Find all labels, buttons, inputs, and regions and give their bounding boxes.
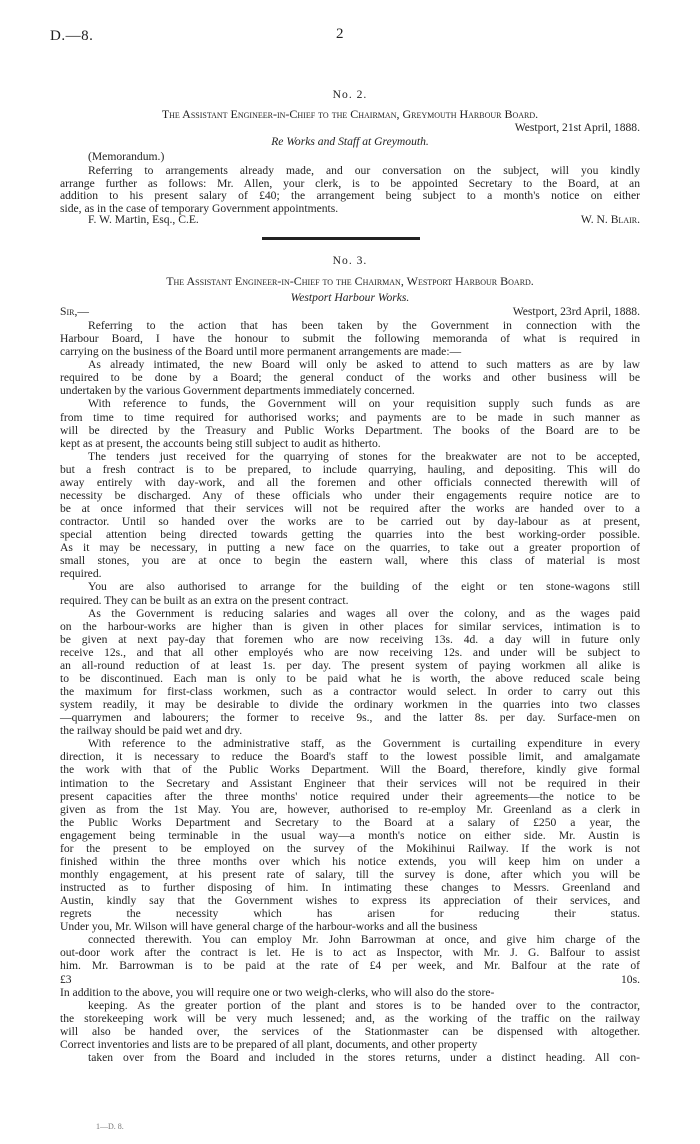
- body-line: The tenders just received for the quarrying of stones for the breakwater are not to be accepted,: [88, 449, 640, 463]
- doc3-subject: Westport Harbour Works.: [290, 291, 410, 304]
- body-line: Under you, Mr. Wilson will have general charge of the harbour-works and all the business: [60, 920, 478, 934]
- doc2-from-to: The Assistant Engineer-in-Chief to the Chairman, Greymouth Harbour Board.: [161, 107, 539, 121]
- body-line: special attention being directed towards getting the quarries into the best working-order possible.: [60, 528, 640, 542]
- body-line: necessity be discharged. Any of these officials who under their engagements require notice are to: [60, 488, 640, 502]
- body-line: addition to his present salary of £40; the arrangement being subject to a month's notice on either: [60, 189, 640, 203]
- doc3-number: No. 3.: [332, 254, 368, 267]
- body-line: the maximum for first-class workmen, such as a contractor would select. In order to carry out this: [60, 685, 640, 698]
- body-line: him. Mr. Barrowman is to be paid at the rate of £4 per week, and Mr. Balfour at the rate of: [60, 959, 640, 973]
- body-line: will be directed by the Treasury and Public Works Department. The books of the Board are to be: [60, 423, 640, 437]
- body-line: Referring to arrangements already made, and our conversation on the subject, will you kindly: [88, 164, 640, 177]
- body-line: kept as at present, the accounts being still subject to audit as hitherto.: [60, 436, 381, 450]
- body-line: the storekeeping work will be very much lessened; and, as the working of the traffic on the railway: [60, 1011, 640, 1025]
- body-line: away entirely with day-work, and all the foremen and other officials connected therewith will of: [60, 475, 640, 489]
- body-line: present capacities after the three months' notice required under their agreements—the notice to be: [60, 789, 640, 803]
- body-line: from time to time required for authorised works; and payments are to be made in such manner as: [60, 410, 640, 424]
- body-line: Austin, kindly say that the Government wishes to express its appreciation of their services, and: [60, 894, 640, 908]
- body-line: engagement being terminable in the usual way—a month's notice on either side. Mr. Austin is: [60, 828, 640, 842]
- body-line: an all-round reduction of at least 1s. per day. The present system of paying workmen all alike is: [60, 658, 640, 672]
- body-line: connected therewith. You can employ Mr. John Barrowman at once, and give him charge of the: [88, 933, 640, 947]
- doc2-memo-label: (Memorandum.): [88, 150, 165, 163]
- body-line: —quarrymen and labourers; the former to receive 9s., and the latter 8s. per day. Surface-men on: [60, 711, 640, 725]
- body-line: the Public Works Department and Secretary to the Board at a salary of £250 a year, the: [60, 815, 640, 829]
- section-divider: [262, 237, 420, 240]
- body-line: on the harbour-works are higher than is given in other places for similar services, intimation is to: [60, 619, 640, 633]
- document-code: D.—8.: [50, 28, 94, 44]
- body-line: £3 10s.: [60, 972, 640, 986]
- body-line: side, as in the case of temporary Government appointments.: [60, 202, 339, 216]
- body-line: carrying on the business of the Board until more permanent arrangements are made:—: [60, 345, 462, 359]
- body-line: for the present to be employed on the survey of the Mokihinui Railway. If the work is not: [60, 841, 640, 855]
- doc2-addressee: F. W. Martin, Esq., C.E.: [88, 213, 199, 226]
- body-line: As already intimated, the new Board will only be asked to attend to such matters as are by law: [88, 358, 640, 372]
- body-line: taken over from the Board and included in the stores returns, under a distinct heading. All con-: [88, 1050, 640, 1064]
- body-line: arrange further as follows: Mr. Allen, your clerk, is to be appointed Secretary to the Board, at an: [60, 176, 640, 190]
- body-line: be at once informed that their services will not be required after the works are handed over to a: [60, 502, 640, 515]
- body-line: small stones, you are at once to begin the eastern wall, where this class of material is most: [60, 554, 640, 568]
- doc3-place-date: Westport, 23rd April, 1888.: [512, 305, 640, 318]
- body-line: Harbour Board, I have the honour to submit the following memoranda of what is required in: [60, 332, 640, 346]
- doc2-subject: Re Works and Staff at Greymouth.: [271, 135, 429, 148]
- body-line: be given at next pay-day that foremen who are now receiving 13s. 4d. a day will in future only: [60, 632, 640, 646]
- body-line: system readily, it may be desirable to divide the ordinary workmen in the quarries into two classes: [60, 698, 640, 711]
- body-line: the railway should be paid wet and dry.: [60, 724, 243, 738]
- doc3-from-to: The Assistant Engineer-in-Chief to the Chairman, Westport Harbour Board.: [166, 274, 534, 288]
- body-line: undertaken by the various Government departments immediately concerned.: [60, 384, 415, 398]
- body-line: You are also authorised to arrange for the building of the eight or ten stone-wagons still: [88, 580, 640, 594]
- body-line: out-door work after the contract is let. He is to act as Inspector, with Mr. J. G. Balfour to assist: [60, 946, 640, 960]
- body-line: receive 12s., and that all other employés who are now receiving 12s. and under will be subject to: [60, 645, 640, 659]
- body-line: instructed as to further disposing of him. In intimating these changes to Messrs. Greenland and: [60, 881, 640, 894]
- body-line: given as from the 1st May. You are, however, authorised to re-employ Mr. Greenland as a clerk in: [60, 802, 640, 816]
- doc2-number: No. 2.: [332, 88, 368, 101]
- body-line: monthly engagement, at his present rate of salary, till the survey is done, after which you will be: [60, 867, 640, 881]
- body-line: direction, it is necessary to reduce the Board's staff to the lowest possible limit, and amalgamate: [60, 750, 640, 764]
- body-line: required.: [60, 567, 102, 581]
- body-line: keeping. As the greater portion of the plant and stores is to be handed over to the contractor,: [88, 998, 640, 1012]
- body-line: the work with that of the Public Works Department. Will the Board, therefore, kindly give formal: [60, 763, 640, 777]
- body-line: required. They can be built as an extra on the present contract.: [60, 593, 349, 607]
- body-line: Referring to the action that has been taken by the Government in connection with the: [88, 319, 640, 332]
- doc3-salutation: Sir,—: [60, 305, 89, 318]
- body-line: will also be handed over, the services of the Stationmaster can be dispensed with altogether.: [60, 1024, 640, 1038]
- doc2-signature: W. N. Blair.: [580, 213, 640, 226]
- page-number: 2: [336, 26, 344, 42]
- footer-mark: 1—D. 8.: [96, 1122, 124, 1131]
- doc2-place-date: Westport, 21st April, 1888.: [514, 121, 640, 134]
- body-line: With reference to the administrative staff, as the Government is curtailing expenditure in every: [88, 737, 640, 751]
- body-line: Correct inventories and lists are to be prepared of all plant, documents, and other property: [60, 1037, 478, 1051]
- body-line: With reference to funds, the Government will on your requisition supply such funds as are: [88, 397, 640, 411]
- body-line: finished within the three months over which his notice extends, you will keep him on under a: [60, 854, 640, 868]
- body-line: but a fresh contract is to be prepared, to include quarrying, hauling, and depositing. This will do: [60, 462, 640, 476]
- body-line: to be discontinued. Each man is only to be paid what he is worth, the above reduced scale being: [60, 671, 640, 685]
- body-line: regrets the necessity which has arisen for reducing their status.: [60, 907, 640, 921]
- body-line: In addition to the above, you will require one or two weigh-clerks, who will also do the store-: [60, 985, 495, 999]
- body-line: contractor. Until so handed over the works are to be carried out by day-labour as at present,: [60, 515, 640, 528]
- body-line: As the Government is reducing salaries and wages all over the colony, and as the wages paid: [88, 606, 640, 620]
- body-line: intimation to the Secretary and Assistant Engineer that their services will not be required in their: [60, 776, 640, 790]
- body-line: As it may be necessary, in putting a new face on the quarries, to take out a greater proportion of: [60, 541, 640, 555]
- body-line: required to be done by a Board; the general conduct of the works and other business will be: [60, 371, 640, 385]
